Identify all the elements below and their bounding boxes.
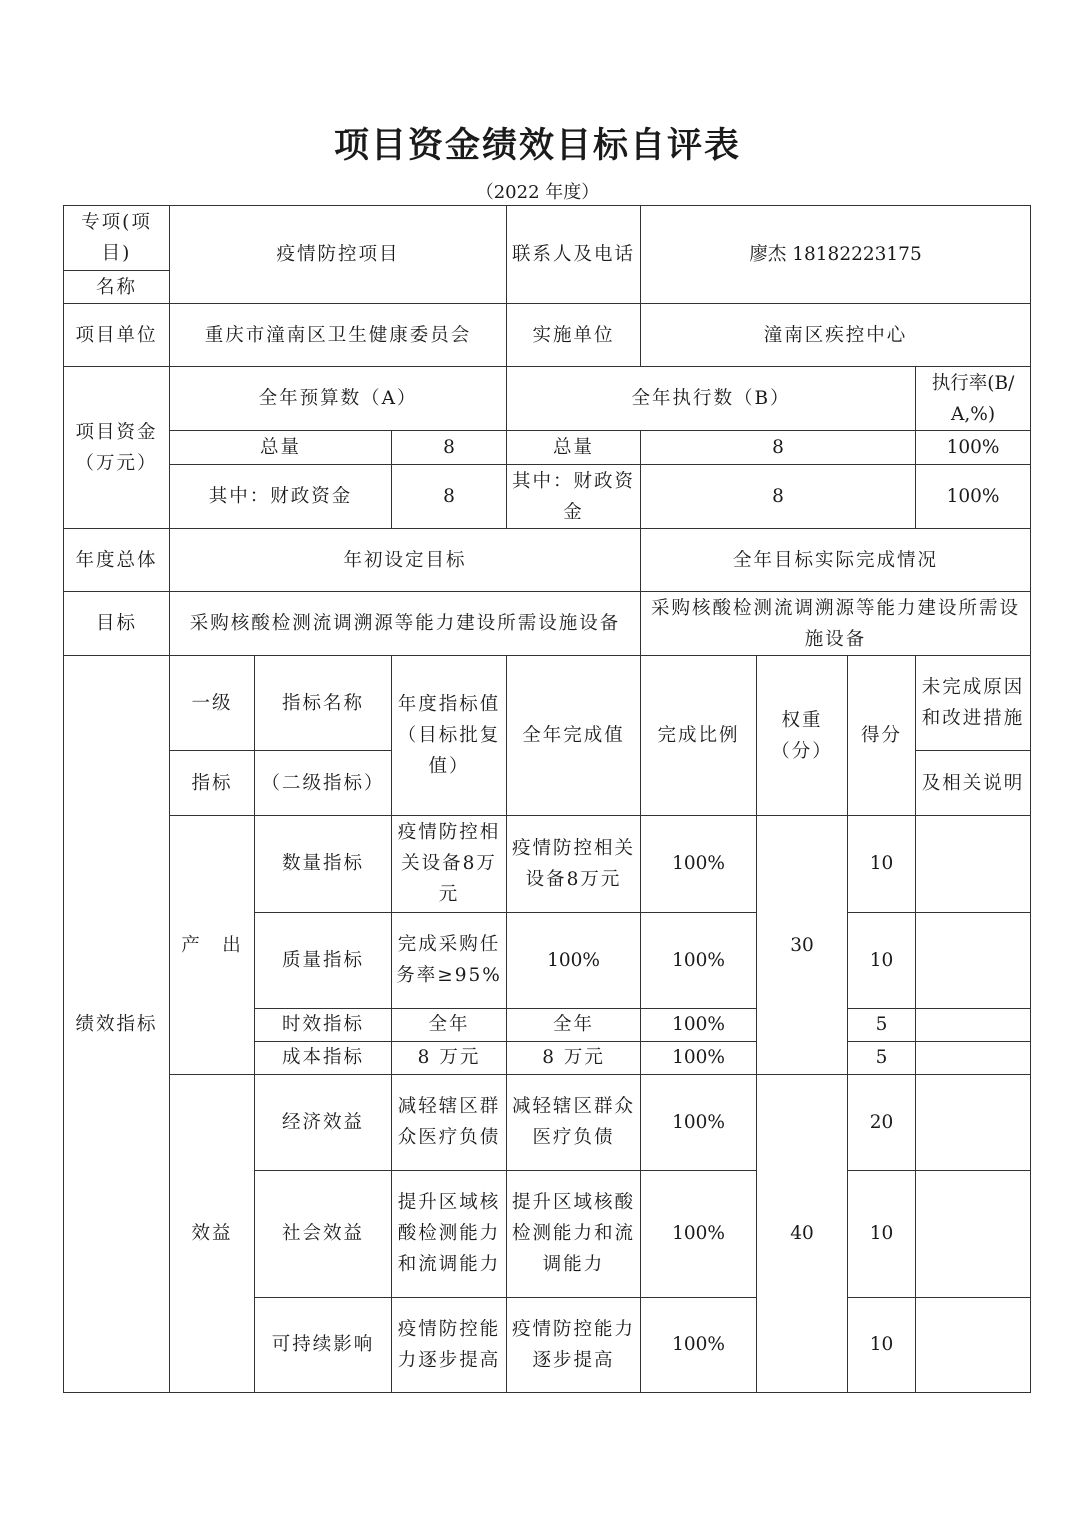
indicator-ratio: 100% xyxy=(641,912,757,1008)
indicator-name: 数量指标 xyxy=(255,816,392,912)
header-level1: 一级 xyxy=(170,656,255,751)
indicator-target: 8 万元 xyxy=(392,1041,507,1074)
fiscal-budget-value: 8 xyxy=(392,465,507,529)
project-name-label-2: 名称 xyxy=(64,271,170,304)
indicator-score: 10 xyxy=(848,1297,916,1392)
indicator-name: 经济效益 xyxy=(255,1074,392,1170)
indicator-reason xyxy=(916,1297,1031,1392)
contact-label: 联系人及电话 xyxy=(507,206,641,304)
indicator-reason xyxy=(916,1041,1031,1074)
indicator-reason xyxy=(916,1008,1031,1041)
indicator-actual: 减轻辖区群众医疗负债 xyxy=(507,1074,641,1170)
implementing-unit-value: 潼南区疾控中心 xyxy=(641,304,1031,367)
indicator-actual: 疫情防控相关设备8万元 xyxy=(507,816,641,912)
indicator-actual: 疫情防控能力逐步提高 xyxy=(507,1297,641,1392)
initial-target-header: 年初设定目标 xyxy=(170,529,641,592)
performance-indicators-label: 绩效指标 xyxy=(64,656,170,1393)
indicator-ratio: 100% xyxy=(641,1008,757,1041)
total-exec-label: 总量 xyxy=(507,431,641,465)
indicator-ratio: 100% xyxy=(641,1041,757,1074)
indicator-reason xyxy=(916,1074,1031,1170)
output-category: 产 出 xyxy=(170,816,255,1074)
indicator-target: 完成采购任务率≥95% xyxy=(392,912,507,1008)
initial-target-value: 采购核酸检测流调溯源等能力建设所需设施设备 xyxy=(170,592,641,656)
funds-label: 项目资金（万元） xyxy=(64,367,170,529)
indicator-ratio: 100% xyxy=(641,1074,757,1170)
annual-overall-label: 年度总体 xyxy=(64,529,170,592)
total-rate-value: 100% xyxy=(916,431,1031,465)
indicator-score: 10 xyxy=(848,816,916,912)
total-budget-value: 8 xyxy=(392,431,507,465)
header-completion-ratio: 完成比例 xyxy=(641,656,757,816)
indicator-reason xyxy=(916,816,1031,912)
indicator-name: 成本指标 xyxy=(255,1041,392,1074)
project-name-value: 疫情防控项目 xyxy=(170,206,507,304)
indicator-target: 全年 xyxy=(392,1008,507,1041)
header-annual-target: 年度指标值（目标批复值） xyxy=(392,656,507,816)
indicator-ratio: 100% xyxy=(641,1170,757,1297)
indicator-target: 提升区域核酸检测能力和流调能力 xyxy=(392,1170,507,1297)
indicator-score: 10 xyxy=(848,912,916,1008)
indicator-name: 社会效益 xyxy=(255,1170,392,1297)
fiscal-exec-label: 其中：财政资金 xyxy=(507,465,641,529)
target-label: 目标 xyxy=(64,592,170,656)
project-unit-value: 重庆市潼南区卫生健康委员会 xyxy=(170,304,507,367)
header-indicator-name-b: （二级指标） xyxy=(255,751,392,816)
fiscal-rate-value: 100% xyxy=(916,465,1031,529)
indicator-actual: 提升区域核酸检测能力和流调能力 xyxy=(507,1170,641,1297)
output-weight: 30 xyxy=(757,816,848,1074)
indicator-ratio: 100% xyxy=(641,816,757,912)
page-title: 项目资金绩效目标自评表 xyxy=(333,126,741,166)
total-exec-value: 8 xyxy=(641,431,916,465)
budget-header: 全年预算数（A） xyxy=(170,367,507,431)
header-actual-value: 全年完成值 xyxy=(507,656,641,816)
indicator-name: 时效指标 xyxy=(255,1008,392,1041)
indicator-actual: 全年 xyxy=(507,1008,641,1041)
indicator-actual: 100% xyxy=(507,912,641,1008)
header-indicator-name: 指标名称 xyxy=(255,656,392,751)
table-row xyxy=(64,816,1031,912)
header-weight: 权重（分） xyxy=(757,656,848,816)
indicator-ratio: 100% xyxy=(641,1297,757,1392)
fiscal-budget-label: 其中：财政资金 xyxy=(170,465,392,529)
actual-completion-header: 全年目标实际完成情况 xyxy=(641,529,1031,592)
actual-completion-value: 采购核酸检测流调溯源等能力建设所需设施设备 xyxy=(641,592,1031,656)
indicator-name: 可持续影响 xyxy=(255,1297,392,1392)
project-unit-label: 项目单位 xyxy=(64,304,170,367)
benefit-category: 效益 xyxy=(170,1074,255,1392)
execution-rate-header: 执行率(B/A,%) xyxy=(916,367,1031,431)
indicator-score: 10 xyxy=(848,1170,916,1297)
header-level1-b: 指标 xyxy=(170,751,255,816)
project-name-label: 专项(项目) xyxy=(64,206,170,271)
indicator-name: 质量指标 xyxy=(255,912,392,1008)
indicator-reason xyxy=(916,912,1031,1008)
table-row xyxy=(64,1074,1031,1170)
contact-value: 廖杰 18182223175 xyxy=(641,206,1031,304)
page-subtitle: （2022 年度） xyxy=(475,182,600,203)
implementing-unit-label: 实施单位 xyxy=(507,304,641,367)
benefit-weight: 40 xyxy=(757,1074,848,1392)
total-budget-label: 总量 xyxy=(170,431,392,465)
indicator-score: 5 xyxy=(848,1008,916,1041)
indicator-actual: 8 万元 xyxy=(507,1041,641,1074)
indicator-target: 疫情防控相关设备8万元 xyxy=(392,816,507,912)
indicator-score: 5 xyxy=(848,1041,916,1074)
indicator-target: 疫情防控能力逐步提高 xyxy=(392,1297,507,1392)
header-reason-b: 及相关说明 xyxy=(916,751,1031,816)
indicator-reason xyxy=(916,1170,1031,1297)
header-reason: 未完成原因和改进措施 xyxy=(916,656,1031,751)
indicator-target: 减轻辖区群众医疗负债 xyxy=(392,1074,507,1170)
self-evaluation-table xyxy=(63,205,1031,1393)
header-score: 得分 xyxy=(848,656,916,816)
indicator-score: 20 xyxy=(848,1074,916,1170)
fiscal-exec-value: 8 xyxy=(641,465,916,529)
execution-header: 全年执行数（B） xyxy=(507,367,916,431)
